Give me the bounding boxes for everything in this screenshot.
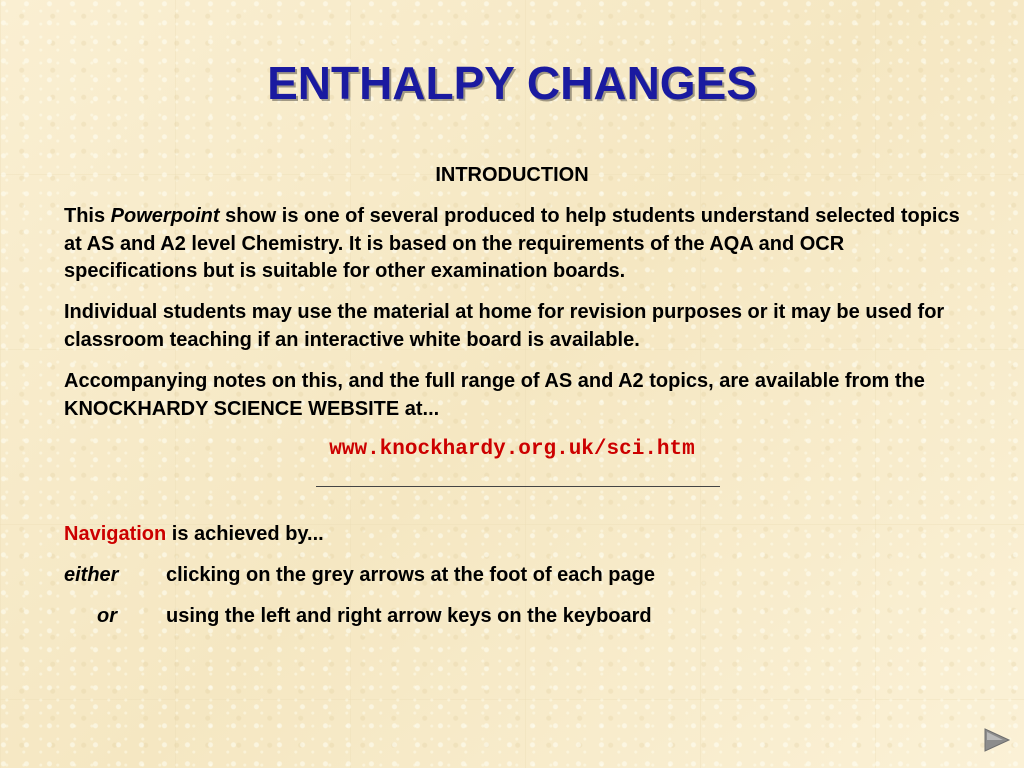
option-key-either: either	[64, 564, 119, 586]
notes-paragraph: Accompanying notes on this, and the full range of AS and A2 topics, are available from the KNOCKHARDY SCIENCE WEBSITE at...	[64, 370, 925, 420]
usage-paragraph: Individual students may use the material at home for revision purposes or it may be used for classroom teaching if an interactive white board is available.	[64, 301, 945, 351]
intro-paragraph	[64, 203, 964, 286]
slide-title: ENTHALPY CHANGES	[267, 57, 757, 109]
section-heading: INTRODUCTION	[435, 164, 589, 186]
option-key-or: or	[97, 605, 117, 627]
intro-text-end: show is one of several produced to help students understand selected topics at AS and A2 level Chemistry. It is based on the requirements of the AQA and OCR specifications but is suitable for other examination boards.	[64, 205, 960, 282]
option-description-either: clicking on the grey arrows at the foot of each page	[166, 564, 655, 586]
next-slide-arrow-icon[interactable]	[983, 726, 1011, 754]
navigation-intro-text: is achieved by...	[166, 523, 324, 545]
option-description-or: using the left and right arrow keys on the keyboard	[166, 605, 652, 627]
powerpoint-emphasis: Powerpoint	[110, 205, 220, 227]
intro-text-start: This	[64, 205, 111, 227]
website-link[interactable]: www.knockhardy.org.uk/sci.htm	[329, 438, 695, 461]
navigation-intro	[64, 523, 324, 546]
divider	[316, 486, 720, 487]
navigation-keyword: Navigation	[64, 523, 167, 545]
